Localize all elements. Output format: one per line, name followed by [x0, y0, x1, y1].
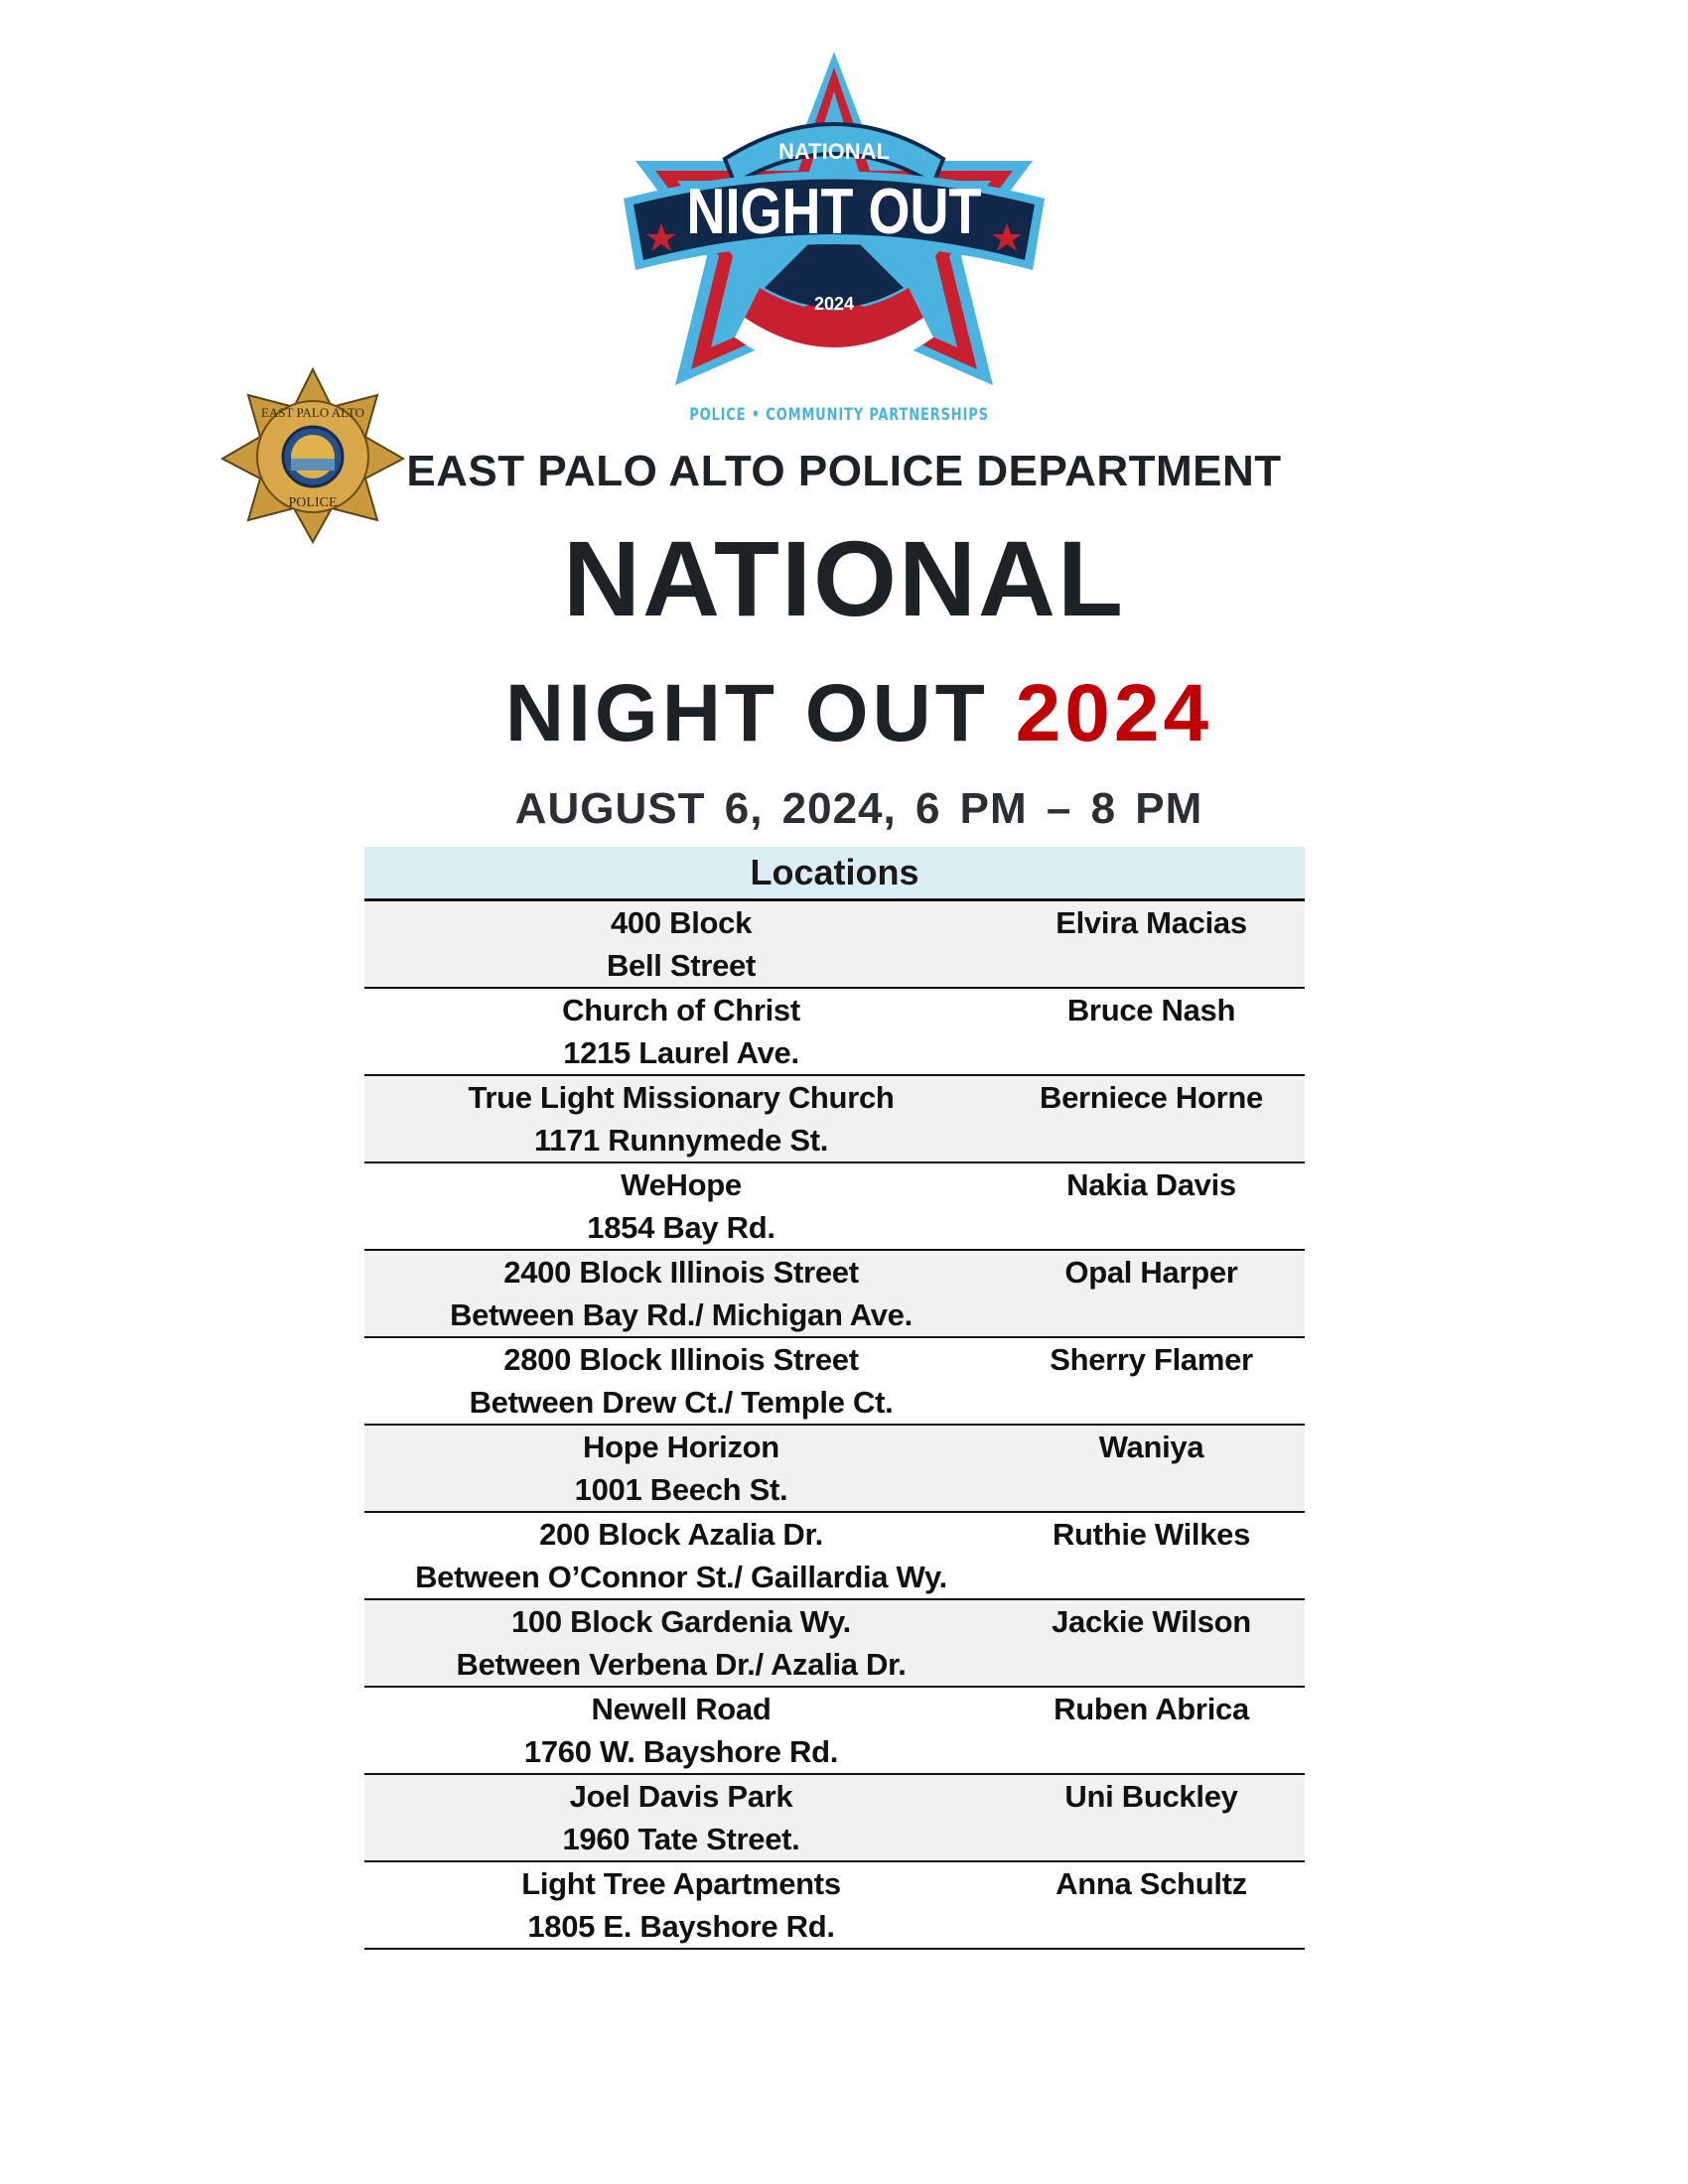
- badge-bottom-text: POLICE: [288, 495, 338, 510]
- location-name: True Light Missionary Church: [468, 1080, 895, 1115]
- location-name: WeHope: [621, 1167, 742, 1202]
- location-cell: [364, 1688, 998, 1773]
- location-cell: [364, 1163, 998, 1249]
- table-row: [364, 1513, 1305, 1600]
- host-name: Ruthie Wilkes: [1052, 1517, 1251, 1552]
- event-date-time: AUGUST 6, 2024, 6 PM – 8 PM: [514, 784, 1203, 833]
- location-address: 1854 Bay Rd.: [587, 1210, 775, 1245]
- table-body: [364, 901, 1305, 1950]
- table-row: [364, 989, 1305, 1076]
- location-address: 1215 Laurel Ave.: [563, 1035, 799, 1070]
- location-name: 2800 Block Illinois Street: [503, 1342, 859, 1377]
- location-name: Joel Davis Park: [569, 1779, 793, 1814]
- host-name: Sherry Flamer: [1050, 1342, 1253, 1377]
- logo-year: 2024: [813, 294, 855, 314]
- host-name: Waniya: [1098, 1430, 1204, 1464]
- table-row: [364, 1426, 1305, 1513]
- location-cell: [364, 989, 998, 1074]
- location-cell: [364, 1513, 998, 1598]
- location-cell: [364, 1600, 998, 1686]
- location-cell: [364, 1426, 998, 1511]
- table-row: [364, 1862, 1305, 1950]
- table-row: [364, 1688, 1305, 1775]
- location-cell: [364, 901, 998, 987]
- host-name: Berniece Horne: [1040, 1080, 1263, 1115]
- host-name: Uni Buckley: [1064, 1779, 1238, 1814]
- location-cell: [364, 1775, 998, 1860]
- location-address: Between Drew Ct./ Temple Ct.: [469, 1385, 894, 1420]
- host-name: Ruben Abrica: [1054, 1692, 1249, 1726]
- host-name: Nakia Davis: [1066, 1167, 1236, 1202]
- table-row: [364, 1775, 1305, 1862]
- host-name: Opal Harper: [1064, 1255, 1238, 1290]
- table-row: [364, 901, 1305, 989]
- location-name: Church of Christ: [562, 993, 800, 1027]
- location-name: Newell Road: [591, 1692, 772, 1726]
- location-address: Between Bay Rd./ Michigan Ave.: [450, 1297, 913, 1332]
- title-year: 2024: [1015, 668, 1213, 758]
- logo-main-text: NIGHT OUT: [686, 175, 982, 247]
- location-address: 1171 Runnymede St.: [533, 1123, 829, 1158]
- location-address: 1760 W. Bayshore Rd.: [523, 1734, 839, 1769]
- location-address: Between Verbena Dr./ Azalia Dr.: [456, 1647, 907, 1682]
- table-row: [364, 1600, 1305, 1688]
- table-row: [364, 1338, 1305, 1426]
- location-name: 200 Block Azalia Dr.: [539, 1517, 823, 1552]
- national-night-out-logo: [616, 50, 1053, 397]
- logo-tagline: POLICE • COMMUNITY PARTNERSHIPS: [689, 405, 989, 425]
- title-night-out: NIGHT OUT: [504, 668, 989, 758]
- title-line-1: NATIONAL: [563, 518, 1125, 638]
- department-name: EAST PALO ALTO POLICE DEPARTMENT: [406, 447, 1282, 495]
- badge-top-text: EAST PALO ALTO: [260, 405, 365, 420]
- title-line-2: [298, 667, 1420, 760]
- location-address: 1960 Tate Street.: [562, 1822, 800, 1856]
- location-address: 1001 Beech St.: [574, 1472, 788, 1507]
- host-name: Bruce Nash: [1066, 993, 1236, 1027]
- logo-arc-text: NATIONAL: [777, 139, 891, 164]
- location-name: 2400 Block Illinois Street: [503, 1255, 859, 1290]
- location-address: 1805 E. Bayshore Rd.: [527, 1909, 835, 1944]
- host-name: Jackie Wilson: [1052, 1604, 1251, 1639]
- location-cell: [364, 1338, 998, 1424]
- location-name: 400 Block: [610, 905, 753, 940]
- table-row: [364, 1163, 1305, 1251]
- host-name: Anna Schultz: [1055, 1866, 1247, 1901]
- location-name: Hope Horizon: [583, 1430, 779, 1464]
- location-cell: [364, 1862, 998, 1948]
- table-row: [364, 1251, 1305, 1338]
- location-name: 100 Block Gardenia Wy.: [510, 1604, 851, 1639]
- location-name: Light Tree Apartments: [521, 1866, 841, 1901]
- location-cell: [364, 1076, 998, 1161]
- location-address: Bell Street: [606, 948, 757, 983]
- locations-table: [364, 847, 1305, 1950]
- host-name: Elvira Macias: [1055, 905, 1247, 940]
- location-cell: [364, 1251, 998, 1336]
- locations-heading: Locations: [364, 847, 1305, 901]
- location-address: Between O’Connor St./ Gaillardia Wy.: [415, 1560, 947, 1594]
- table-row: [364, 1076, 1305, 1163]
